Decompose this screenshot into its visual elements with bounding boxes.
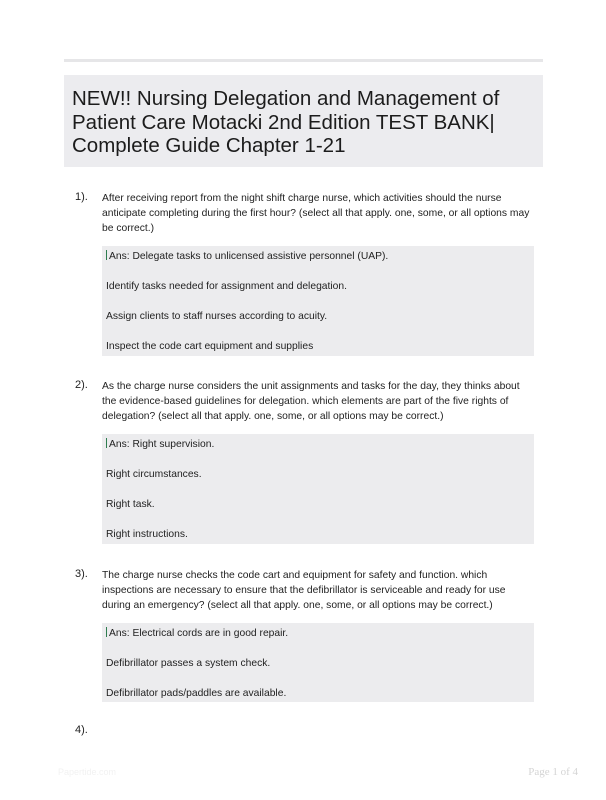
answer-option: Ans: Delegate tasks to unlicensed assistive personnel (UAP). bbox=[106, 249, 534, 264]
question-text: The charge nurse checks the code cart and equipment for safety and function. which inspections are necessary to ensure that the defibrillator is serviceable and ready for use during an emergency? (select all that apply. one, some, or all options may be correct.) bbox=[102, 570, 506, 611]
answer-option: Right task. bbox=[106, 499, 155, 510]
page-indicator: Page 1 of 4 bbox=[528, 766, 578, 778]
answer-options bbox=[102, 623, 534, 702]
title-banner bbox=[64, 75, 543, 167]
answer-option: Defibrillator pads/paddles are available. bbox=[106, 688, 287, 699]
top-divider bbox=[64, 59, 543, 62]
question-number: 2). bbox=[75, 379, 88, 391]
question-text: As the charge nurse considers the unit assignments and tasks for the day, they thinks about the evidence-based guidelines for delegation. which elements are part of the five rights of delegation? (select all that apply. one, some, or all options may be correct.) bbox=[102, 381, 520, 422]
answer-marker bbox=[106, 438, 107, 448]
question-number: 1). bbox=[75, 191, 88, 203]
answer-option: Assign clients to staff nurses according to acuity. bbox=[106, 311, 328, 322]
document-title: NEW!! Nursing Delegation and Management of Patient Care Motacki 2nd Edition TEST BANK| Complete Guide Chapter 1-21 bbox=[72, 87, 500, 157]
question-number: 4). bbox=[75, 724, 88, 736]
answer-option: Defibrillator passes a system check. bbox=[106, 658, 271, 669]
question-text: After receiving report from the night shift charge nurse, which activities should the nurse anticipate completing during the first hour? (select all that apply. one, some, or all options may be correct.) bbox=[102, 193, 530, 234]
answer-options bbox=[102, 246, 534, 356]
answer-option: Ans: Right supervision. bbox=[106, 437, 534, 452]
answer-option: Inspect the code cart equipment and supplies bbox=[106, 341, 314, 352]
question-number: 3). bbox=[75, 568, 88, 580]
answer-option: Ans: Electrical cords are in good repair. bbox=[106, 626, 534, 641]
answer-marker bbox=[106, 627, 107, 637]
answer-option: Identify tasks needed for assignment and delegation. bbox=[106, 281, 347, 292]
footer-site: Papertide.com bbox=[58, 767, 117, 777]
answer-options bbox=[102, 434, 534, 544]
answer-option: Right circumstances. bbox=[106, 469, 202, 480]
answer-marker bbox=[106, 250, 107, 260]
answer-option: Right instructions. bbox=[106, 529, 188, 540]
